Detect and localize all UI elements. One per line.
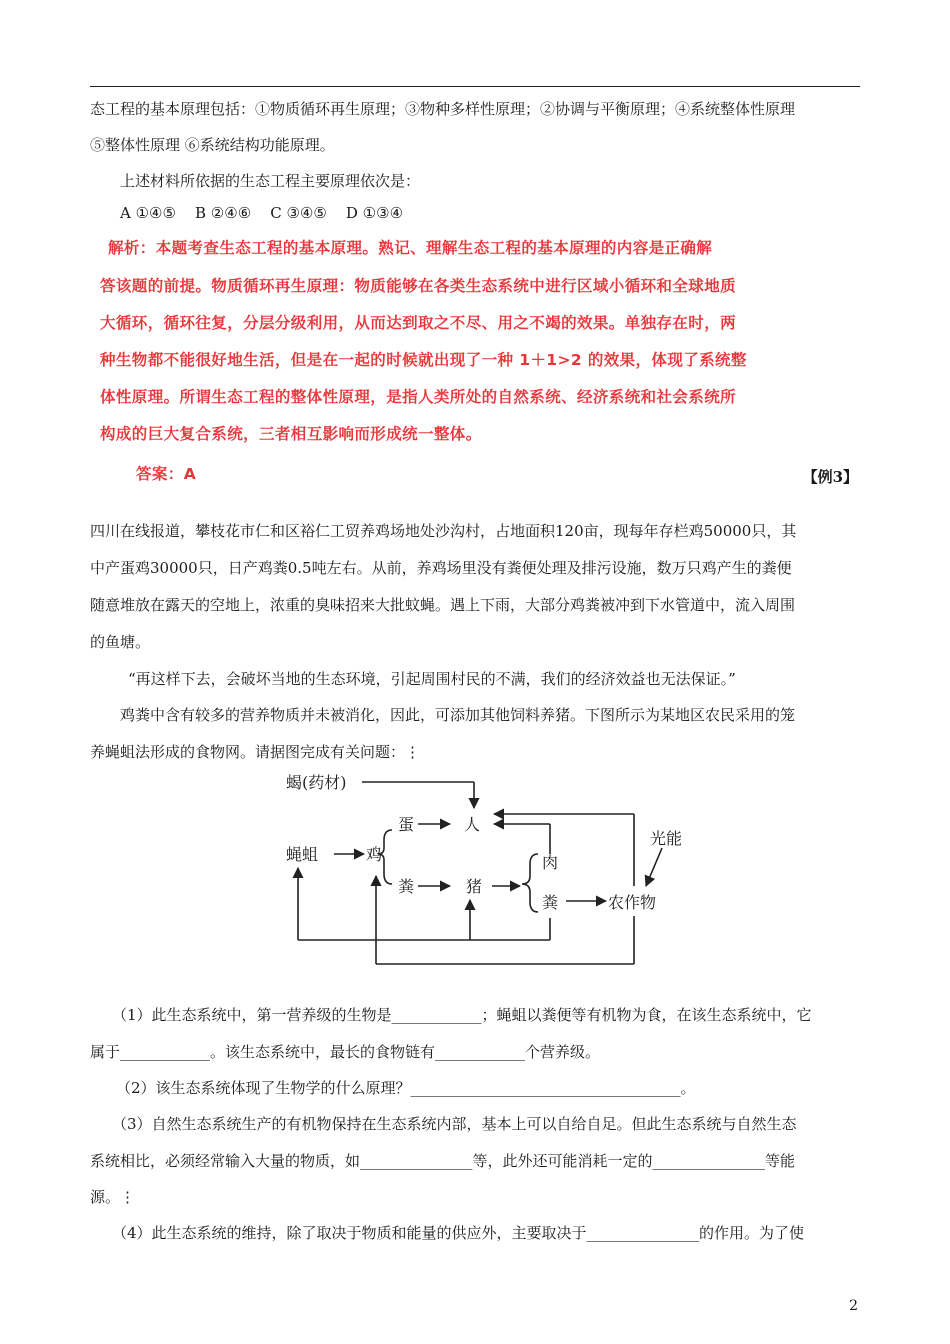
analysis-line: 体性原理。所谓生态工程的整体性原理，是指人类所处的自然系统、经济系统和社会系统所 (100, 388, 737, 406)
passage-line: 随意堆放在露天的空地上，浓重的臭味招来大批蚊蝇。遇上下雨，大部分鸡粪被冲到下水管道中，流入周围 (90, 596, 796, 614)
question-stem: 上述材料所依据的生态工程主要原理依次是： (120, 172, 421, 190)
passage-line: 四川在线报道，攀枝花市仁和区裕仁工贸养鸡场地处沙沟村，占地面积120亩，现每年存栏鸡50000只，其 (90, 522, 797, 540)
intro-line-1: 态工程的基本原理包括：①物质循环再生原理；③物种多样性原理；②协调与平衡原理；④系统整体性原理 (90, 100, 796, 118)
analysis-line: 解析：本题考查生态工程的基本原理。熟记、理解生态工程的基本原理的内容是正确解 (108, 239, 713, 257)
q3-line-3: 源。⋮ (90, 1188, 136, 1206)
q1-line-2: 属于____________。该生态系统中，最长的食物链有____________个营养级。 (90, 1043, 601, 1061)
node-scorpion: 蝎(药材) (286, 773, 347, 792)
analysis-line: 构成的巨大复合系统，三者相互影响而形成统一整体。 (100, 425, 482, 443)
passage-line: 的鱼塘。 (90, 633, 151, 651)
passage-desc-1: 鸡粪中含有较多的营养物质并未被消化，因此，可添加其他饲料养猪。下图所示为某地区农民采用的笼 (120, 706, 796, 724)
node-egg: 蛋 (398, 815, 415, 834)
q3-line-1: （3）自然生态系统生产的有机物保持在生态系统内部，基本上可以自给自足。但此生态系统与自然生态 (112, 1115, 797, 1133)
node-maggot: 蝇蛆 (286, 845, 319, 864)
q2-line: （2）该生态系统体现了生物学的什么原理？____________________________________。 (116, 1079, 696, 1097)
node-dung-2: 粪 (542, 893, 559, 912)
intro-line-2: ⑤整体性原理 ⑥系统结构功能原理。 (90, 136, 335, 154)
node-pig: 猪 (466, 877, 483, 896)
node-crop: 农作物 (608, 893, 657, 912)
q4-line-1: （4）此生态系统的维持，除了取决于物质和能量的供应外，主要取决于_______________的作用。为了使 (112, 1224, 805, 1242)
food-web-diagram (280, 768, 700, 978)
node-chicken: 鸡 (366, 845, 383, 864)
node-meat: 肉 (542, 853, 559, 872)
passage-line: 中产蛋鸡30000只，日产鸡粪0.5吨左右。从前，养鸡场里没有粪便处理及排污设施，数万只鸡产生的粪便 (90, 559, 792, 577)
answer-options: A ①④⑤ B ②④⑥ C ③④⑤ D ①③④ (120, 204, 404, 222)
node-light: 光能 (650, 829, 683, 848)
node-human: 人 (464, 815, 481, 834)
q1-line-1: （1）此生态系统中，第一营养级的生物是____________；蝇蛆以粪便等有机物为食，在该生态系统中，它 (112, 1006, 812, 1024)
answer-line: 答案：A (136, 465, 197, 483)
analysis-line: 种生物都不能很好地生活，但是在一起的时候就出现了一种 1＋1>2 的效果，体现了系统整 (100, 351, 747, 369)
passage-desc-2: 养蝇蛆法形成的食物网。请据图完成有关问题：⋮ (90, 743, 421, 761)
header-rule (90, 86, 860, 87)
node-dung-1: 粪 (398, 877, 415, 896)
passage-quote: “再这样下去，会破坏当地的生态环境，引起周围村民的不满，我们的经济效益也无法保证。” (128, 670, 736, 688)
page-number: 2 (849, 1298, 858, 1314)
example-tag: 【例3】 (802, 468, 858, 486)
analysis-line: 答该题的前提。物质循环再生原理：物质能够在各类生态系统中进行区域小循环和全球地质 (100, 277, 737, 295)
analysis-line: 大循环，循环往复，分层分级利用，从而达到取之不尽、用之不竭的效果。单独存在时，两 (100, 314, 737, 332)
q3-line-2: 系统相比，必须经常输入大量的物质，如_______________等，此外还可能消耗一定的_______________等能 (90, 1152, 796, 1170)
